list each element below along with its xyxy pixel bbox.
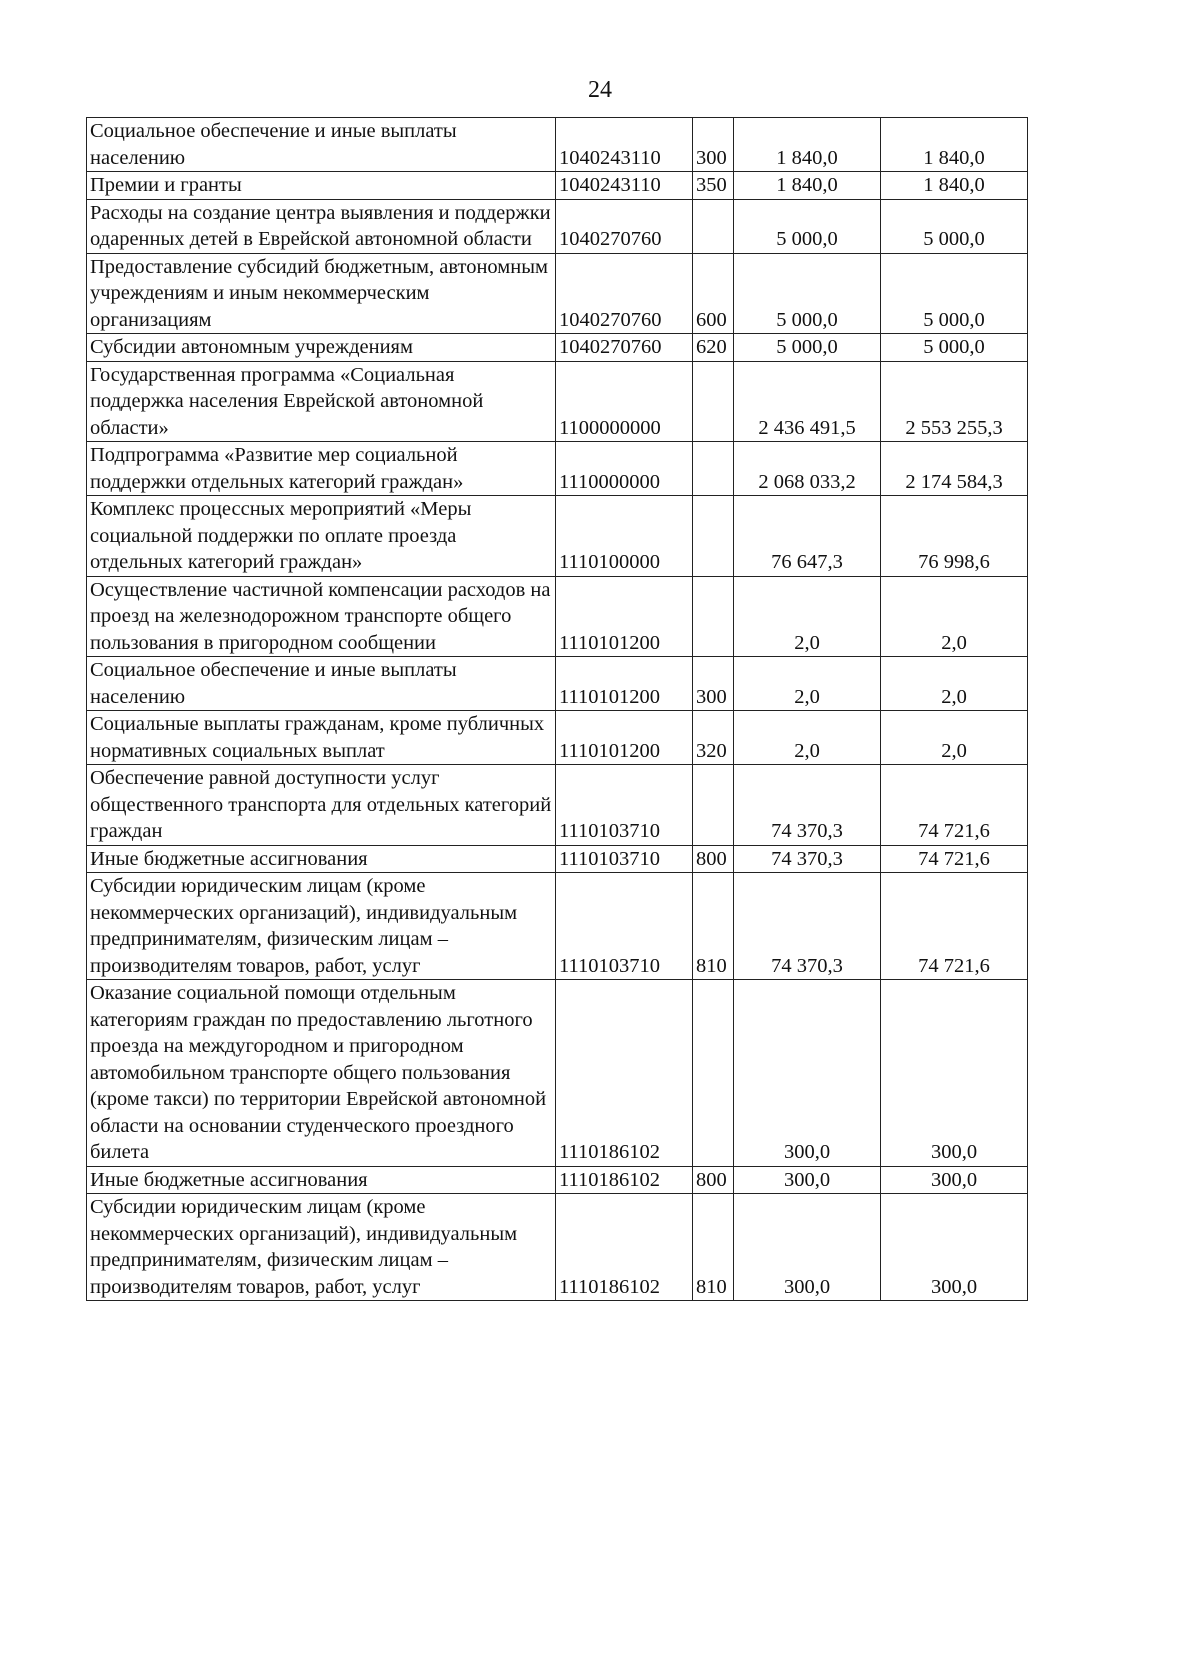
- row-name-cell: Осуществление частичной компенсации расходов на проезд на железнодорожном транспорте общего пользования в пригородном сообщении: [87, 576, 556, 657]
- expense-type-cell: 300: [693, 657, 734, 711]
- table-row: [87, 253, 1028, 334]
- table-row: [87, 980, 1028, 1167]
- target-article-code-cell: 1110186102: [556, 1194, 693, 1301]
- row-name-cell: Социальные выплаты гражданам, кроме публичных нормативных социальных выплат: [87, 711, 556, 765]
- target-article-code-cell: 1110103710: [556, 845, 693, 873]
- expense-type-cell: 620: [693, 334, 734, 362]
- row-name-cell: Комплекс процессных мероприятий «Меры социальной поддержки по оплате проезда отдельных категорий граждан»: [87, 496, 556, 577]
- expense-type-cell: 810: [693, 873, 734, 980]
- target-article-code-cell: 1110103710: [556, 873, 693, 980]
- expense-type-cell: 800: [693, 845, 734, 873]
- expense-type-cell: [693, 361, 734, 442]
- amount-year-2-cell: 300,0: [881, 980, 1028, 1167]
- amount-year-1-cell: 2 436 491,5: [734, 361, 881, 442]
- target-article-code-cell: 1040270760: [556, 199, 693, 253]
- amount-year-1-cell: 76 647,3: [734, 496, 881, 577]
- amount-year-2-cell: 5 000,0: [881, 334, 1028, 362]
- target-article-code-cell: 1040243110: [556, 118, 693, 172]
- table-row: [87, 442, 1028, 496]
- amount-year-1-cell: 74 370,3: [734, 845, 881, 873]
- page-number: 24: [588, 77, 612, 103]
- target-article-code-cell: 1040270760: [556, 253, 693, 334]
- amount-year-1-cell: 2 068 033,2: [734, 442, 881, 496]
- amount-year-1-cell: 300,0: [734, 980, 881, 1167]
- amount-year-1-cell: 2,0: [734, 711, 881, 765]
- amount-year-2-cell: 2,0: [881, 711, 1028, 765]
- amount-year-2-cell: 5 000,0: [881, 199, 1028, 253]
- amount-year-2-cell: 2 553 255,3: [881, 361, 1028, 442]
- amount-year-2-cell: 76 998,6: [881, 496, 1028, 577]
- amount-year-2-cell: 5 000,0: [881, 253, 1028, 334]
- amount-year-2-cell: 74 721,6: [881, 845, 1028, 873]
- table-row: [87, 1166, 1028, 1194]
- expense-type-cell: 600: [693, 253, 734, 334]
- target-article-code-cell: 1040243110: [556, 172, 693, 200]
- table-row: [87, 873, 1028, 980]
- row-name-cell: Иные бюджетные ассигнования: [87, 1166, 556, 1194]
- amount-year-2-cell: 300,0: [881, 1194, 1028, 1301]
- amount-year-1-cell: 74 370,3: [734, 873, 881, 980]
- expense-type-cell: 320: [693, 711, 734, 765]
- amount-year-1-cell: 5 000,0: [734, 334, 881, 362]
- table-row: [87, 334, 1028, 362]
- amount-year-2-cell: 1 840,0: [881, 118, 1028, 172]
- expense-type-cell: [693, 199, 734, 253]
- expense-type-cell: [693, 496, 734, 577]
- amount-year-2-cell: 74 721,6: [881, 765, 1028, 846]
- amount-year-1-cell: 300,0: [734, 1194, 881, 1301]
- table-row: [87, 1194, 1028, 1301]
- table-row: [87, 711, 1028, 765]
- amount-year-1-cell: 2,0: [734, 657, 881, 711]
- row-name-cell: Подпрограмма «Развитие мер социальной поддержки отдельных категорий граждан»: [87, 442, 556, 496]
- table-row: [87, 172, 1028, 200]
- amount-year-1-cell: 1 840,0: [734, 172, 881, 200]
- target-article-code-cell: 1110186102: [556, 1166, 693, 1194]
- expense-type-cell: 800: [693, 1166, 734, 1194]
- target-article-code-cell: 1110100000: [556, 496, 693, 577]
- amount-year-1-cell: 5 000,0: [734, 253, 881, 334]
- table-row: [87, 118, 1028, 172]
- amount-year-2-cell: 74 721,6: [881, 873, 1028, 980]
- amount-year-1-cell: 1 840,0: [734, 118, 881, 172]
- table-row: [87, 657, 1028, 711]
- row-name-cell: Премии и гранты: [87, 172, 556, 200]
- row-name-cell: Социальное обеспечение и иные выплаты населению: [87, 118, 556, 172]
- expense-type-cell: 350: [693, 172, 734, 200]
- amount-year-1-cell: 5 000,0: [734, 199, 881, 253]
- expense-type-cell: 810: [693, 1194, 734, 1301]
- table-row: [87, 765, 1028, 846]
- row-name-cell: Субсидии юридическим лицам (кроме некоммерческих организаций), индивидуальным предпринимателям, физическим лицам – производителям товаров, работ, услуг: [87, 1194, 556, 1301]
- target-article-code-cell: 1110101200: [556, 711, 693, 765]
- table-row: [87, 496, 1028, 577]
- row-name-cell: Оказание социальной помощи отдельным категориям граждан по предоставлению льготного проезда на междугородном и пригородном автомобильном транспорте общего пользования (кроме такси) по территории Еврейской автономной области на основании студенческого проездного билета: [87, 980, 556, 1167]
- target-article-code-cell: 1110103710: [556, 765, 693, 846]
- expense-type-cell: [693, 765, 734, 846]
- amount-year-1-cell: 74 370,3: [734, 765, 881, 846]
- table-row: [87, 576, 1028, 657]
- row-name-cell: Государственная программа «Социальная поддержка населения Еврейской автономной области»: [87, 361, 556, 442]
- row-name-cell: Субсидии автономным учреждениям: [87, 334, 556, 362]
- amount-year-2-cell: 2,0: [881, 576, 1028, 657]
- row-name-cell: Субсидии юридическим лицам (кроме некоммерческих организаций), индивидуальным предпринимателям, физическим лицам – производителям товаров, работ, услуг: [87, 873, 556, 980]
- amount-year-2-cell: 300,0: [881, 1166, 1028, 1194]
- expense-type-cell: [693, 576, 734, 657]
- budget-table-body: [87, 118, 1028, 1301]
- amount-year-2-cell: 2 174 584,3: [881, 442, 1028, 496]
- amount-year-1-cell: 300,0: [734, 1166, 881, 1194]
- table-row: [87, 845, 1028, 873]
- target-article-code-cell: 1110101200: [556, 576, 693, 657]
- expense-type-cell: 300: [693, 118, 734, 172]
- row-name-cell: Обеспечение равной доступности услуг общественного транспорта для отдельных категорий граждан: [87, 765, 556, 846]
- target-article-code-cell: 1110101200: [556, 657, 693, 711]
- table-row: [87, 199, 1028, 253]
- row-name-cell: Расходы на создание центра выявления и поддержки одаренных детей в Еврейской автономной области: [87, 199, 556, 253]
- expense-type-cell: [693, 442, 734, 496]
- row-name-cell: Иные бюджетные ассигнования: [87, 845, 556, 873]
- expense-type-cell: [693, 980, 734, 1167]
- table-row: [87, 361, 1028, 442]
- row-name-cell: Социальное обеспечение и иные выплаты населению: [87, 657, 556, 711]
- amount-year-1-cell: 2,0: [734, 576, 881, 657]
- target-article-code-cell: 1110000000: [556, 442, 693, 496]
- budget-table: [86, 117, 1028, 1301]
- target-article-code-cell: 1110186102: [556, 980, 693, 1167]
- amount-year-2-cell: 1 840,0: [881, 172, 1028, 200]
- target-article-code-cell: 1040270760: [556, 334, 693, 362]
- row-name-cell: Предоставление субсидий бюджетным, автономным учреждениям и иным некоммерческим организациям: [87, 253, 556, 334]
- amount-year-2-cell: 2,0: [881, 657, 1028, 711]
- target-article-code-cell: 1100000000: [556, 361, 693, 442]
